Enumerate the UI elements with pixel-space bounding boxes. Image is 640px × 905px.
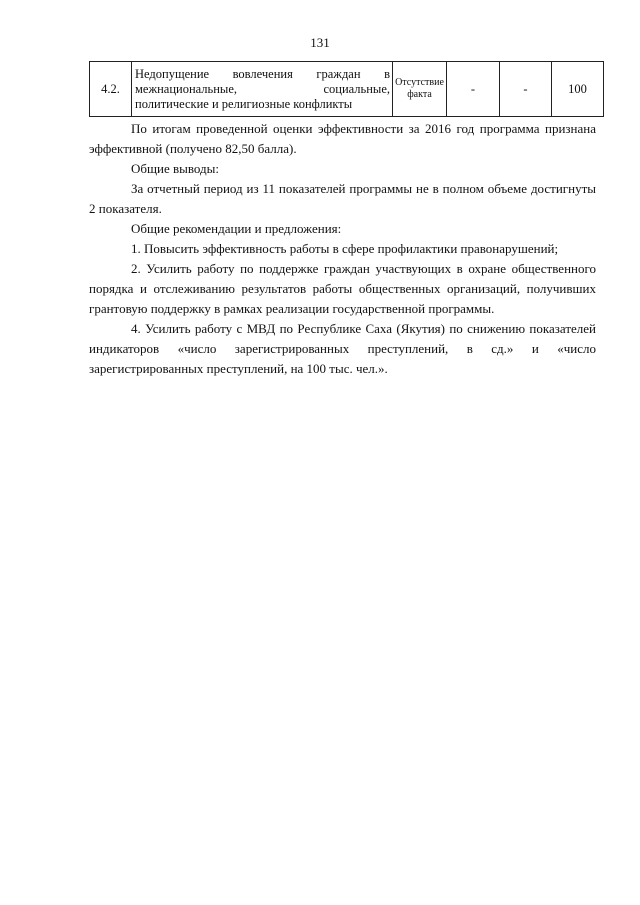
- body-text: [89, 119, 596, 379]
- indicator-name-line: Недопущение вовлечения граждан в: [135, 66, 390, 81]
- fact-cell: [393, 62, 447, 117]
- indicators-table: [89, 61, 604, 117]
- value-cell-a: -: [447, 62, 500, 117]
- paragraph-recommendation-1: 1. Повысить эффективность работы в сфере профилактики правонарушений;: [131, 241, 559, 256]
- paragraph-recommendations-heading: Общие рекомендации и предложения:: [131, 221, 342, 236]
- paragraph-assessment: По итогам проведенной оценки эффективности за 2016 год программа признана эффективной (получено 82,50 балла).: [89, 121, 596, 156]
- paragraph-recommendation-2: 2. Усилить работу по поддержке граждан участвующих в охране общественного порядка и отслеживанию результатов работы общественных организаций, получивших грантовую поддержку в рамках реализации государственной программы.: [89, 261, 596, 316]
- fact-line: факта: [407, 89, 432, 100]
- row-number-cell: 4.2.: [90, 62, 132, 117]
- indicator-name-line: политические и религиозные конфликты: [135, 96, 353, 111]
- value-cell-b: -: [500, 62, 552, 117]
- fact-line: Отсутствие: [395, 77, 444, 88]
- value-cell-c: 100: [552, 62, 604, 117]
- paragraph-conclusion: За отчетный период из 11 показателей программы не в полном объеме достигнуты 2 показателя.: [89, 181, 596, 216]
- paragraph-general-conclusions-heading: Общие выводы:: [131, 161, 219, 176]
- paragraph-recommendation-4: 4. Усилить работу с МВД по Республике Саха (Якутия) по снижению показателей индикаторов «число зарегистрированных преступлений, в сд.» и «число зарегистрированных преступлений, на 100 тыс. чел.».: [89, 321, 596, 376]
- indicator-name-line: межнациональные, социальные,: [135, 81, 390, 96]
- table-row: [90, 62, 604, 117]
- page-number: 131: [310, 35, 330, 50]
- indicator-name-cell: [132, 62, 393, 117]
